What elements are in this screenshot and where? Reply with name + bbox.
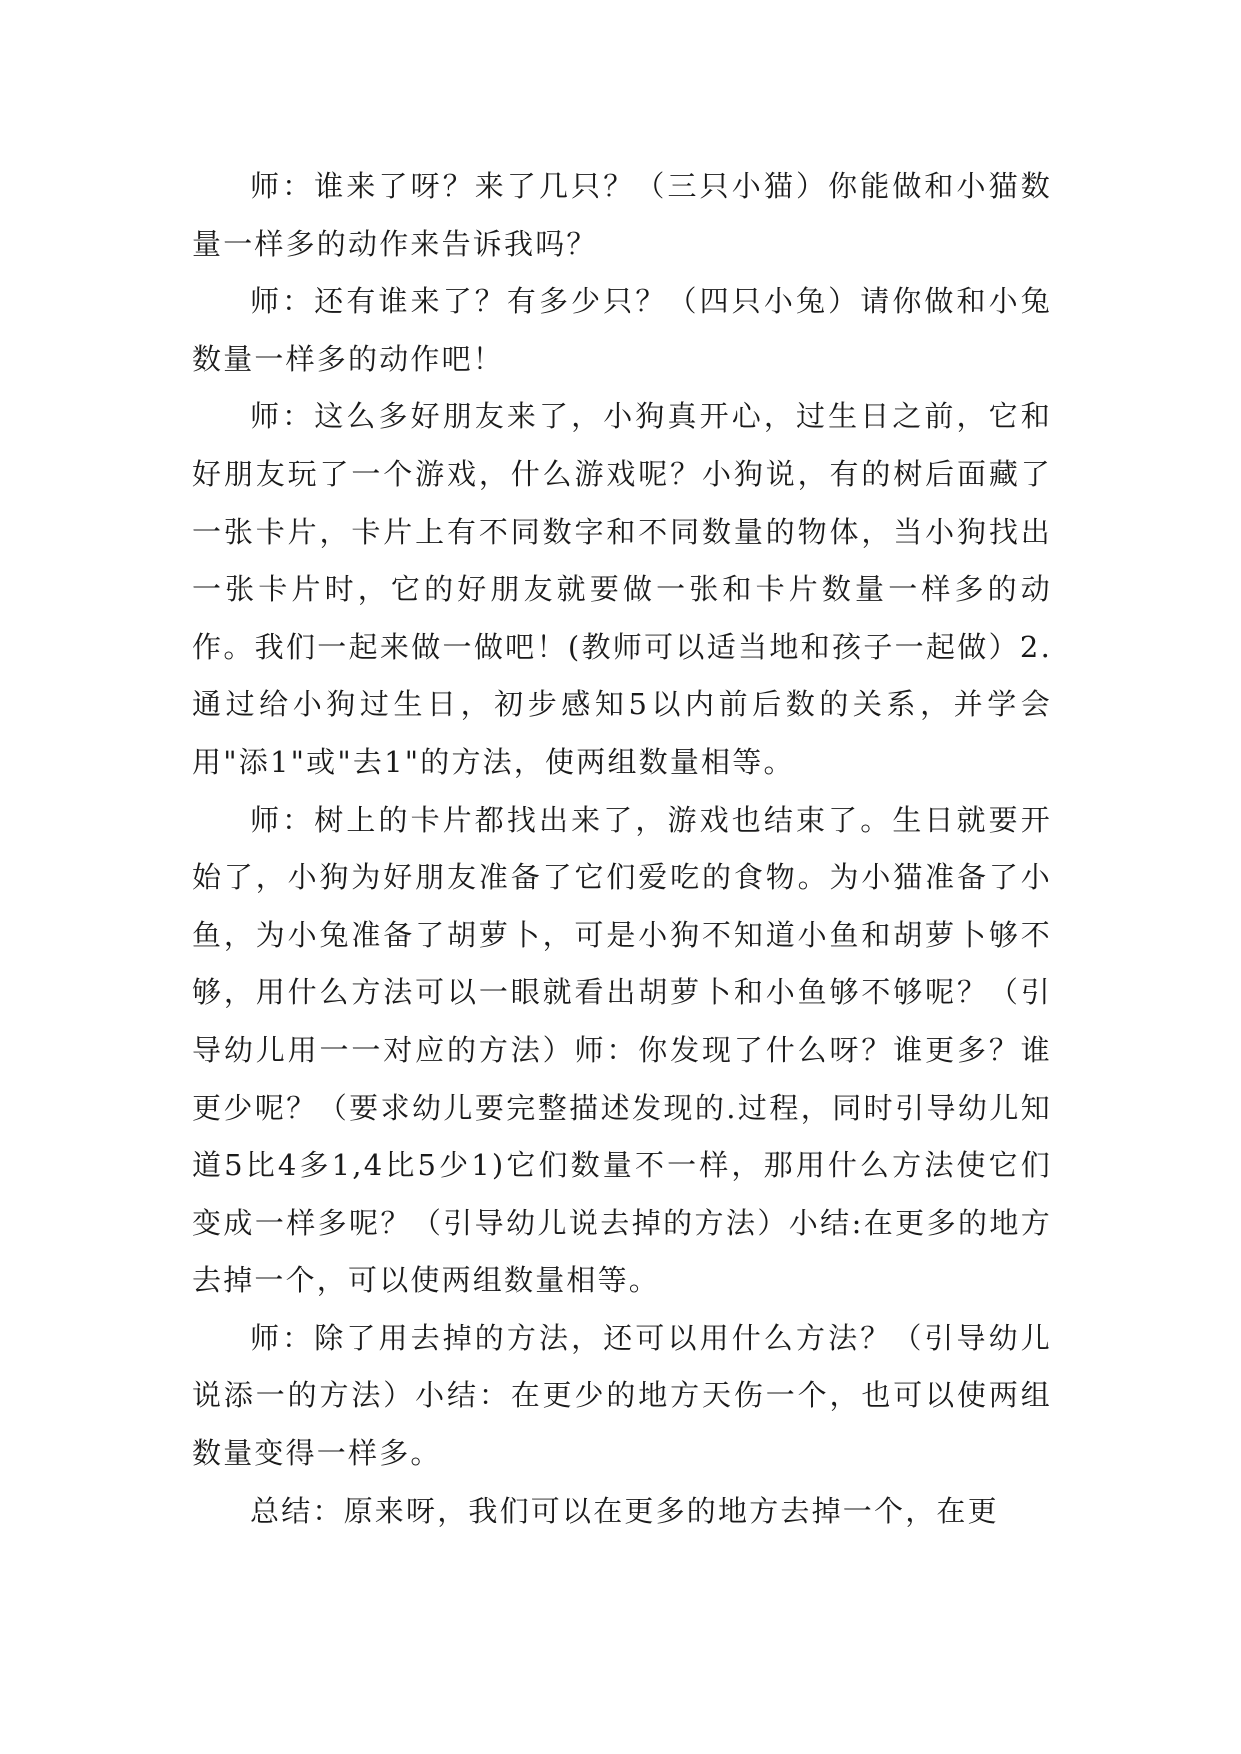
paragraph-6: 总结：原来呀，我们可以在更多的地方去掉一个，在更 <box>250 1493 999 1528</box>
paragraph-2: 师：还有谁来了？有多少只？（四只小兔）请你做和小兔数量一样多的动作吧！ <box>192 284 1052 376</box>
paragraph-4: 师：树上的卡片都找出来了，游戏也结束了。生日就要开始了，小狗为好朋友准备了它们爱吃的食物。为小猫准备了小鱼，为小兔准备了胡萝卜，可是小狗不知道小鱼和胡萝卜够不够，用什么方法可以一眼就看出胡萝卜和小鱼够不够呢？（引导幼儿用一一对应的方法）师：你发现了什么呀？谁更多？谁更少呢？（要求幼儿要完整描述发现的.过程，同时引导幼儿知道5比4多1,4比5少1)它们数量不一样，那用什么方法使它们变成一样多呢？（引导幼儿说去掉的方法）小结:在更多的地方去掉一个，可以使两组数量相等。 <box>192 802 1052 1298</box>
paragraph-5: 师：除了用去掉的方法，还可以用什么方法？（引导幼儿说添一的方法）小结：在更少的地方天伤一个，也可以使两组数量变得一样多。 <box>192 1320 1052 1471</box>
paragraph-3: 师：这么多好朋友来了，小狗真开心，过生日之前，它和好朋友玩了一个游戏，什么游戏呢？小狗说，有的树后面藏了一张卡片，卡片上有不同数字和不同数量的物体，当小狗找出一张卡片时，它的好朋友就要做一张和卡片数量一样多的动作。我们一起来做一做吧！(教师可以适当地和孩子一起做）2.通过给小狗过生日，初步感知5以内前后数的关系，并学会用"添1"或"去1"的方法，使两组数量相等。 <box>192 399 1052 779</box>
paragraph-1: 师：谁来了呀？来了几只？（三只小猫）你能做和小猫数量一样多的动作来告诉我吗？ <box>192 169 1052 261</box>
document-body <box>192 158 1052 1540</box>
